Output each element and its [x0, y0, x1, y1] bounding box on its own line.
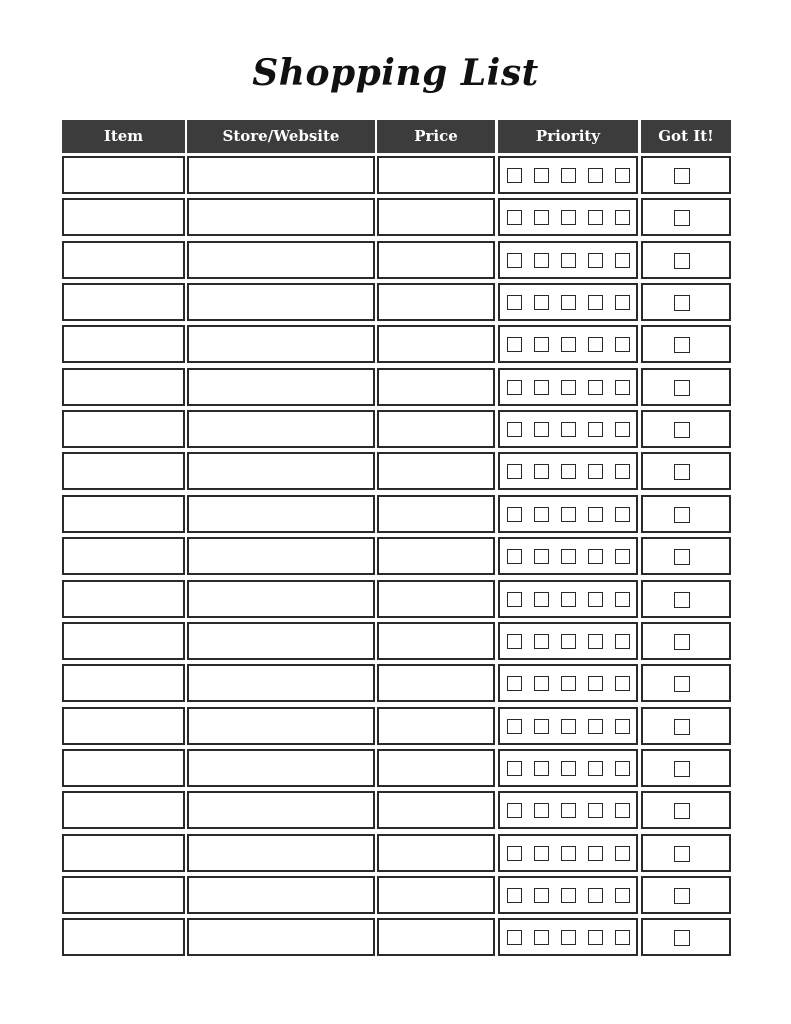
table-row: [0, 241, 791, 283]
price-field[interactable]: [377, 325, 495, 363]
table-row: [0, 452, 791, 494]
column-header-store: Store/Website: [187, 120, 375, 153]
priority-checkbox[interactable]: [588, 295, 603, 310]
got-it-cell: [641, 156, 731, 194]
got-it-cell: [641, 664, 731, 702]
got-it-cell: [641, 241, 731, 279]
priority-checkbox[interactable]: [615, 507, 630, 522]
priority-checkbox[interactable]: [561, 803, 576, 818]
column-header-got-it: Got It!: [641, 120, 731, 153]
priority-checkbox[interactable]: [588, 507, 603, 522]
price-field[interactable]: [377, 198, 495, 236]
priority-checkbox[interactable]: [507, 464, 522, 479]
priority-checkbox[interactable]: [534, 380, 549, 395]
item-field[interactable]: [62, 410, 185, 448]
item-field[interactable]: [62, 325, 185, 363]
got-it-checkbox[interactable]: [674, 761, 690, 777]
priority-checkbox[interactable]: [507, 549, 522, 564]
priority-checkbox[interactable]: [615, 761, 630, 776]
got-it-checkbox[interactable]: [674, 380, 690, 396]
table-row: [0, 495, 791, 537]
priority-checkbox[interactable]: [534, 210, 549, 225]
priority-checkbox[interactable]: [615, 210, 630, 225]
priority-cell: [498, 495, 638, 533]
priority-checkbox[interactable]: [588, 549, 603, 564]
priority-checkbox[interactable]: [588, 634, 603, 649]
column-header-item: Item: [62, 120, 185, 153]
got-it-cell: [641, 749, 731, 787]
price-field[interactable]: [377, 283, 495, 321]
item-field[interactable]: [62, 749, 185, 787]
store-website-field[interactable]: [187, 410, 375, 448]
item-field[interactable]: [62, 834, 185, 872]
priority-checkbox[interactable]: [507, 507, 522, 522]
got-it-cell: [641, 495, 731, 533]
priority-checkbox[interactable]: [615, 846, 630, 861]
priority-checkbox[interactable]: [507, 295, 522, 310]
priority-checkbox[interactable]: [534, 464, 549, 479]
priority-cell: [498, 791, 638, 829]
priority-checkbox[interactable]: [561, 380, 576, 395]
priority-checkbox[interactable]: [615, 719, 630, 734]
priority-cell: [498, 283, 638, 321]
priority-checkbox[interactable]: [588, 210, 603, 225]
table-row: [0, 283, 791, 325]
table-row: [0, 834, 791, 876]
store-website-field[interactable]: [187, 918, 375, 956]
priority-checkbox[interactable]: [507, 253, 522, 268]
price-field[interactable]: [377, 791, 495, 829]
got-it-checkbox[interactable]: [674, 719, 690, 735]
priority-checkbox[interactable]: [534, 253, 549, 268]
priority-cell: [498, 198, 638, 236]
table-row: [0, 918, 791, 960]
priority-checkbox[interactable]: [534, 295, 549, 310]
priority-checkbox[interactable]: [615, 422, 630, 437]
price-field[interactable]: [377, 495, 495, 533]
table-row: [0, 791, 791, 833]
priority-checkbox[interactable]: [534, 846, 549, 861]
store-website-field[interactable]: [187, 834, 375, 872]
priority-checkbox[interactable]: [561, 295, 576, 310]
item-field[interactable]: [62, 241, 185, 279]
priority-checkbox[interactable]: [588, 422, 603, 437]
store-website-field[interactable]: [187, 707, 375, 745]
priority-checkbox[interactable]: [561, 592, 576, 607]
priority-checkbox[interactable]: [561, 210, 576, 225]
priority-checkbox[interactable]: [507, 761, 522, 776]
column-header-priority: Priority: [498, 120, 638, 153]
priority-checkbox[interactable]: [615, 930, 630, 945]
item-field[interactable]: [62, 707, 185, 745]
got-it-checkbox[interactable]: [674, 592, 690, 608]
table-row: [0, 876, 791, 918]
store-website-field[interactable]: [187, 283, 375, 321]
price-field[interactable]: [377, 452, 495, 490]
store-website-field[interactable]: [187, 580, 375, 618]
got-it-cell: [641, 452, 731, 490]
got-it-checkbox[interactable]: [674, 422, 690, 438]
got-it-cell: [641, 580, 731, 618]
priority-checkbox[interactable]: [507, 168, 522, 183]
store-website-field[interactable]: [187, 368, 375, 406]
price-field[interactable]: [377, 410, 495, 448]
priority-checkbox[interactable]: [534, 422, 549, 437]
got-it-checkbox[interactable]: [674, 930, 690, 946]
price-field[interactable]: [377, 918, 495, 956]
priority-checkbox[interactable]: [534, 168, 549, 183]
priority-checkbox[interactable]: [588, 930, 603, 945]
priority-checkbox[interactable]: [588, 168, 603, 183]
got-it-checkbox[interactable]: [674, 803, 690, 819]
table-row: [0, 580, 791, 622]
got-it-checkbox[interactable]: [674, 337, 690, 353]
item-field[interactable]: [62, 368, 185, 406]
priority-checkbox[interactable]: [561, 761, 576, 776]
priority-checkbox[interactable]: [534, 592, 549, 607]
priority-checkbox[interactable]: [561, 168, 576, 183]
priority-checkbox[interactable]: [507, 676, 522, 691]
price-field[interactable]: [377, 368, 495, 406]
got-it-cell: [641, 325, 731, 363]
priority-checkbox[interactable]: [588, 888, 603, 903]
item-field[interactable]: [62, 664, 185, 702]
priority-cell: [498, 537, 638, 575]
got-it-cell: [641, 410, 731, 448]
priority-checkbox[interactable]: [588, 592, 603, 607]
priority-cell: [498, 834, 638, 872]
priority-cell: [498, 622, 638, 660]
table-row: [0, 537, 791, 579]
priority-checkbox[interactable]: [507, 803, 522, 818]
store-website-field[interactable]: [187, 325, 375, 363]
priority-checkbox[interactable]: [588, 719, 603, 734]
priority-checkbox[interactable]: [561, 634, 576, 649]
item-field[interactable]: [62, 495, 185, 533]
store-website-field[interactable]: [187, 198, 375, 236]
got-it-cell: [641, 622, 731, 660]
store-website-field[interactable]: [187, 664, 375, 702]
item-field[interactable]: [62, 876, 185, 914]
got-it-checkbox[interactable]: [674, 549, 690, 565]
got-it-checkbox[interactable]: [674, 676, 690, 692]
item-field[interactable]: [62, 156, 185, 194]
priority-checkbox[interactable]: [588, 380, 603, 395]
priority-checkbox[interactable]: [615, 888, 630, 903]
price-field[interactable]: [377, 622, 495, 660]
priority-checkbox[interactable]: [615, 549, 630, 564]
priority-cell: [498, 918, 638, 956]
priority-checkbox[interactable]: [534, 634, 549, 649]
item-field[interactable]: [62, 580, 185, 618]
priority-checkbox[interactable]: [507, 210, 522, 225]
priority-checkbox[interactable]: [588, 803, 603, 818]
table-row: [0, 749, 791, 791]
priority-checkbox[interactable]: [615, 676, 630, 691]
got-it-cell: [641, 876, 731, 914]
got-it-cell: [641, 707, 731, 745]
got-it-checkbox[interactable]: [674, 464, 690, 480]
priority-checkbox[interactable]: [615, 634, 630, 649]
got-it-checkbox[interactable]: [674, 168, 690, 184]
store-website-field[interactable]: [187, 537, 375, 575]
got-it-cell: [641, 918, 731, 956]
priority-checkbox[interactable]: [615, 337, 630, 352]
priority-checkbox[interactable]: [561, 464, 576, 479]
price-field[interactable]: [377, 537, 495, 575]
store-website-field[interactable]: [187, 495, 375, 533]
priority-cell: [498, 368, 638, 406]
got-it-cell: [641, 198, 731, 236]
priority-checkbox[interactable]: [615, 295, 630, 310]
priority-checkbox[interactable]: [507, 888, 522, 903]
price-field[interactable]: [377, 876, 495, 914]
priority-checkbox[interactable]: [507, 422, 522, 437]
priority-checkbox[interactable]: [534, 507, 549, 522]
table-row: [0, 622, 791, 664]
priority-checkbox[interactable]: [534, 930, 549, 945]
got-it-checkbox[interactable]: [674, 210, 690, 226]
priority-checkbox[interactable]: [534, 803, 549, 818]
priority-checkbox[interactable]: [507, 337, 522, 352]
item-field[interactable]: [62, 452, 185, 490]
got-it-cell: [641, 537, 731, 575]
price-field[interactable]: [377, 580, 495, 618]
priority-checkbox[interactable]: [588, 253, 603, 268]
priority-checkbox[interactable]: [507, 592, 522, 607]
priority-checkbox[interactable]: [561, 719, 576, 734]
priority-checkbox[interactable]: [588, 337, 603, 352]
price-field[interactable]: [377, 749, 495, 787]
got-it-checkbox[interactable]: [674, 846, 690, 862]
priority-checkbox[interactable]: [507, 930, 522, 945]
priority-checkbox[interactable]: [507, 719, 522, 734]
table-row: [0, 368, 791, 410]
table-row: [0, 156, 791, 198]
column-header-price: Price: [377, 120, 495, 153]
table-row: [0, 664, 791, 706]
store-website-field[interactable]: [187, 622, 375, 660]
got-it-cell: [641, 368, 731, 406]
priority-cell: [498, 580, 638, 618]
store-website-field[interactable]: [187, 156, 375, 194]
priority-checkbox[interactable]: [615, 253, 630, 268]
store-website-field[interactable]: [187, 876, 375, 914]
priority-checkbox[interactable]: [588, 761, 603, 776]
got-it-checkbox[interactable]: [674, 253, 690, 269]
got-it-checkbox[interactable]: [674, 507, 690, 523]
store-website-field[interactable]: [187, 452, 375, 490]
price-field[interactable]: [377, 707, 495, 745]
priority-checkbox[interactable]: [615, 380, 630, 395]
priority-checkbox[interactable]: [561, 930, 576, 945]
page-title: Shopping List: [252, 52, 539, 94]
table-row: [0, 410, 791, 452]
item-field[interactable]: [62, 918, 185, 956]
store-website-field[interactable]: [187, 241, 375, 279]
got-it-checkbox[interactable]: [674, 634, 690, 650]
priority-cell: [498, 241, 638, 279]
got-it-checkbox[interactable]: [674, 888, 690, 904]
priority-checkbox[interactable]: [534, 337, 549, 352]
priority-checkbox[interactable]: [534, 719, 549, 734]
priority-checkbox[interactable]: [561, 337, 576, 352]
got-it-cell: [641, 834, 731, 872]
priority-checkbox[interactable]: [561, 507, 576, 522]
table-row: [0, 707, 791, 749]
priority-cell: [498, 156, 638, 194]
priority-cell: [498, 664, 638, 702]
priority-cell: [498, 876, 638, 914]
priority-checkbox[interactable]: [534, 676, 549, 691]
price-field[interactable]: [377, 664, 495, 702]
got-it-checkbox[interactable]: [674, 295, 690, 311]
priority-checkbox[interactable]: [588, 846, 603, 861]
item-field[interactable]: [62, 198, 185, 236]
priority-checkbox[interactable]: [615, 464, 630, 479]
priority-checkbox[interactable]: [588, 464, 603, 479]
priority-checkbox[interactable]: [561, 676, 576, 691]
priority-checkbox[interactable]: [561, 846, 576, 861]
table-row: [0, 198, 791, 240]
item-field[interactable]: [62, 791, 185, 829]
priority-checkbox[interactable]: [534, 761, 549, 776]
priority-checkbox[interactable]: [561, 422, 576, 437]
priority-cell: [498, 749, 638, 787]
item-field[interactable]: [62, 283, 185, 321]
store-website-field[interactable]: [187, 791, 375, 829]
item-field[interactable]: [62, 622, 185, 660]
priority-checkbox[interactable]: [615, 168, 630, 183]
got-it-cell: [641, 283, 731, 321]
store-website-field[interactable]: [187, 749, 375, 787]
price-field[interactable]: [377, 834, 495, 872]
priority-checkbox[interactable]: [534, 549, 549, 564]
priority-cell: [498, 452, 638, 490]
table-row: [0, 325, 791, 367]
priority-checkbox[interactable]: [615, 592, 630, 607]
price-field[interactable]: [377, 241, 495, 279]
priority-checkbox[interactable]: [507, 846, 522, 861]
priority-cell: [498, 707, 638, 745]
priority-checkbox[interactable]: [588, 676, 603, 691]
priority-checkbox[interactable]: [534, 888, 549, 903]
priority-cell: [498, 325, 638, 363]
priority-checkbox[interactable]: [507, 634, 522, 649]
price-field[interactable]: [377, 156, 495, 194]
priority-checkbox[interactable]: [561, 253, 576, 268]
priority-checkbox[interactable]: [561, 888, 576, 903]
got-it-cell: [641, 791, 731, 829]
priority-checkbox[interactable]: [507, 380, 522, 395]
priority-cell: [498, 410, 638, 448]
item-field[interactable]: [62, 537, 185, 575]
priority-checkbox[interactable]: [561, 549, 576, 564]
priority-checkbox[interactable]: [615, 803, 630, 818]
